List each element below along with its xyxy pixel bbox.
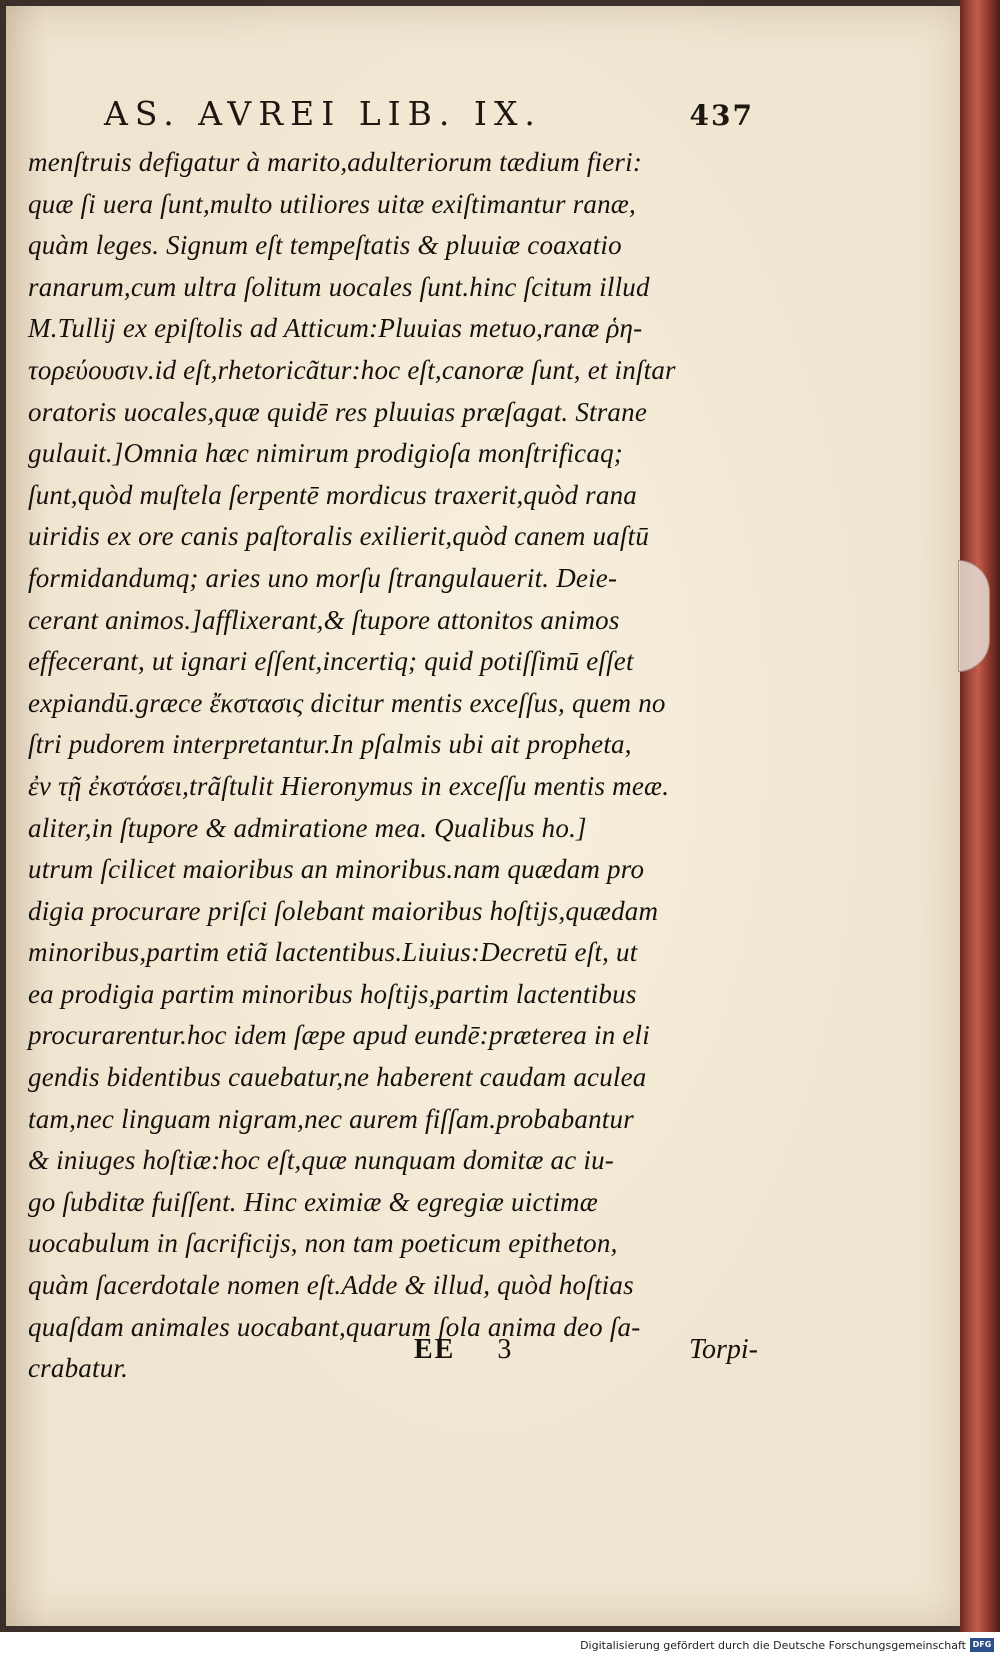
signature-mark: EE — [414, 1334, 456, 1365]
text-line: uiridis ex ore canis paſtoralis exilierit,quòd canem uaſtū — [28, 521, 650, 552]
text-line: tam,nec linguam nigram,nec aurem fiſſam.probabantur — [28, 1103, 634, 1134]
text-line: ranarum,cum ultra ſolitum uocales ſunt.hinc ſcitum illud — [28, 271, 650, 302]
text-line: cerant animos.]afflixerant,& ſtupore attonitos animos — [28, 604, 620, 635]
running-head — [104, 94, 754, 133]
text-line: gendis bidentibus cauebatur,ne haberent caudam aculea — [28, 1062, 647, 1093]
text-line: quàm leges. Signum eſt tempeſtatis & pluuiæ coaxatio — [28, 230, 622, 261]
text-line: go ſubditæ fuiſſent. Hinc eximiæ & egregiæ uictimæ — [28, 1186, 598, 1217]
text-line: ſunt,quòd muſtela ſerpentē mordicus traxerit,quòd rana — [28, 479, 637, 510]
text-line: & iniuges hoſtiæ:hoc eſt,quæ nunquam domitæ ac iu- — [28, 1145, 614, 1176]
text-line: oratoris uocales,quæ quidē res pluuias præſagat. Strane — [28, 396, 648, 427]
page-number: 437 — [689, 99, 754, 132]
text-block — [28, 142, 758, 1390]
text-line: digia procurare priſci ſolebant maioribus hoſtijs,quædam — [28, 895, 659, 926]
signature-number: 3 — [497, 1334, 512, 1365]
running-head-title: AS. AVREI LIB. IX. — [104, 94, 542, 133]
footer-credit: Digitalisierung gefördert durch die Deutsche Forschungsgemeinschaft — [580, 1639, 966, 1652]
catchword: Torpi- — [688, 1334, 758, 1365]
text-line: ſtri pudorem interpretantur.In pſalmis ubi ait propheta, — [28, 729, 632, 760]
text-line: utrum ſcilicet maioribus an minoribus.nam quædam pro — [28, 854, 645, 885]
text-line: gulauit.]Omnia hæc nimirum prodigioſa monſtrificaq; — [28, 438, 623, 469]
page-edge — [960, 0, 1000, 1632]
text-line: quaſdam animales uocabant,quarum ſola anima deo ſa- — [28, 1311, 641, 1342]
text-line: τορεύουσιν.id eſt,rhetoricãtur:hoc eſt,canoræ ſunt, et inſtar — [28, 354, 676, 385]
text-line: minoribus,partim etiã lactentibus.Liuius:Decretū eſt, ut — [28, 937, 638, 968]
text-line: menſtruis defigatur à marito,adulteriorum tædium fieri: — [28, 147, 643, 177]
text-line: ea prodigia partim minoribus hoſtijs,partim lactentibus — [28, 978, 637, 1009]
text-line: quàm ſacerdotale nomen eſt.Adde & illud, quòd hoſtias — [28, 1270, 634, 1301]
text-line: M.Tullij ex epiſtolis ad Atticum:Pluuias metuo,ranæ ῥη- — [28, 313, 643, 344]
book-page — [6, 6, 962, 1626]
footer-strip — [0, 1632, 1000, 1666]
text-line: uocabulum in ſacrificijs, non tam poeticum epitheton, — [28, 1228, 618, 1259]
page-tab — [958, 560, 990, 672]
text-line: quæ ſi uera ſunt,multo utiliores uitæ exiſtimantur ranæ, — [28, 188, 636, 219]
text-line: ἐν τῇ ἐκστάσει,trãſtulit Hieronymus in exceſſu mentis meæ. — [28, 770, 670, 801]
text-line: aliter,in ſtupore & admiratione mea. Qualibus ho.] — [28, 812, 587, 843]
text-line: crabatur. — [28, 1353, 129, 1384]
catchline — [414, 1334, 758, 1366]
text-line: expiandū.græce ἔκστασις dicitur mentis exceſſus, quem no — [28, 687, 666, 718]
dfg-logo-icon: DFG — [970, 1638, 994, 1652]
text-line: effecerant, ut ignari eſſent,incertiq; quid potiſſimū eſſet — [28, 646, 634, 677]
text-line: formidandumq; aries uno morſu ſtrangulauerit. Deie- — [28, 562, 618, 593]
text-line: procurarentur.hoc idem ſæpe apud eundē:præterea in eli — [28, 1020, 650, 1051]
